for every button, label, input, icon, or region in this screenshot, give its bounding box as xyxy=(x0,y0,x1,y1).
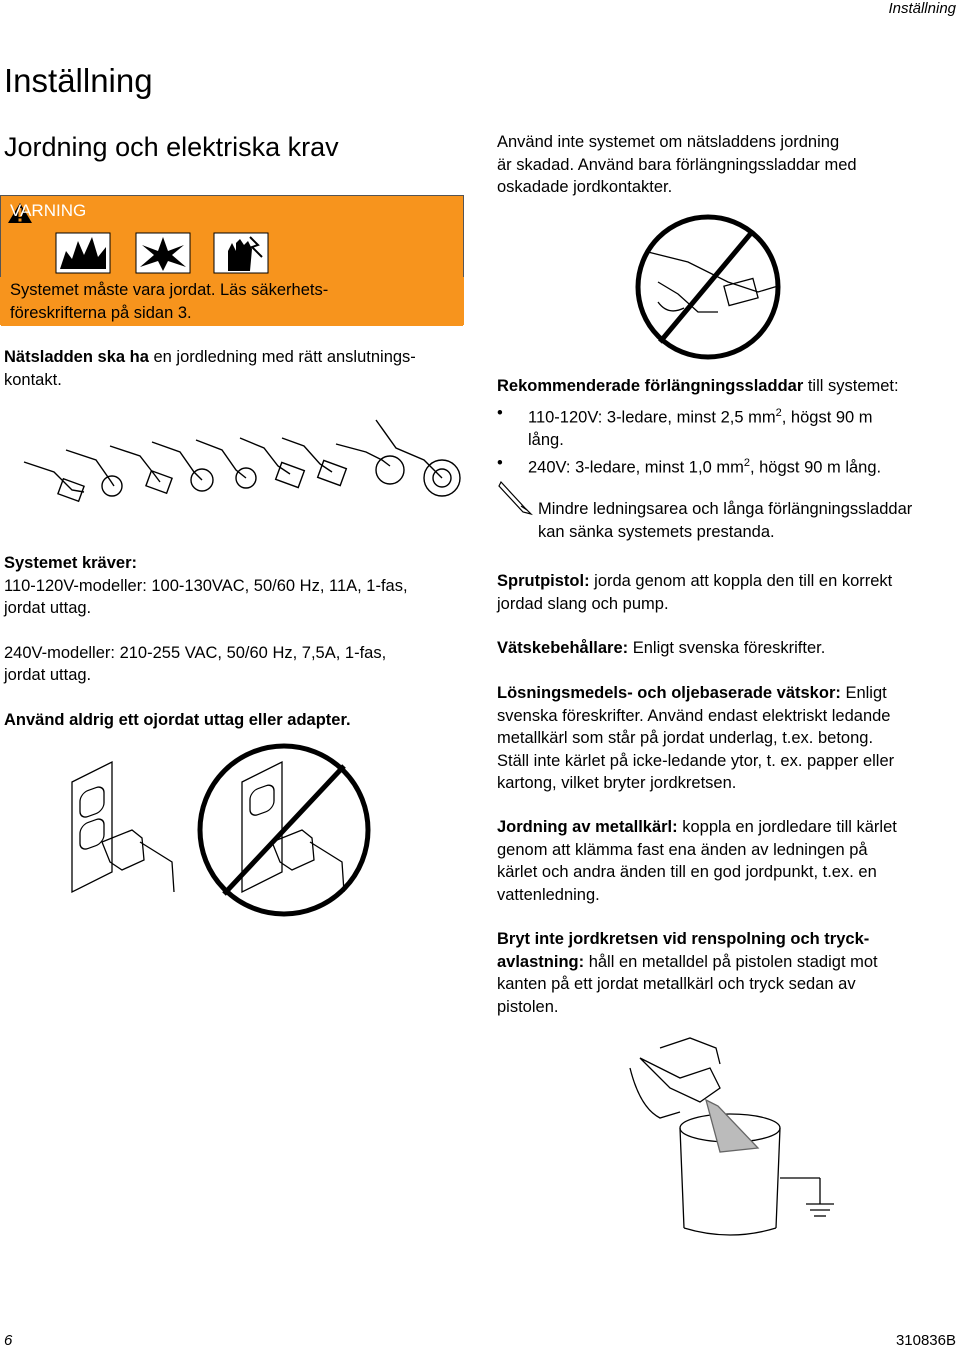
extension-bullet-1: • 110-120V: 3-ledare, minst 2,5 $mm^2$, högst 90 m lång. xyxy=(497,404,873,449)
pail-grounding-illustration xyxy=(620,1028,850,1238)
extension-bullet-2: • 240V: 3-ledare, minst 1,0 $mm^2$, högst 90 m lång. xyxy=(497,454,882,477)
solvent-fluids: Lösningsmedels- och oljebaserade vätskor: Enligt svenska föreskrifter. Använd endast elektriskt ledande metallkärl som står på jordat underlag, t.ex. betong. Ställ inte kärlet på icke-ledande ytor, t. ex. papper eller kartong, vilket bryter jordkretsen. xyxy=(497,684,895,792)
pencil-note-icon xyxy=(497,478,533,518)
section-title: Jordning och elektriska krav xyxy=(4,132,339,162)
warning-label: VARNING xyxy=(10,201,87,220)
page-number: 6 xyxy=(4,1332,13,1349)
running-header: Inställning xyxy=(888,0,956,17)
damaged-cord-note: Använd inte systemet om nätsladdens jordning är skadad. Använd bara förlängningssladdar med oskadade jordkontakter. xyxy=(497,133,857,196)
metal-pail-grounding: Jordning av metallkärl: koppla en jordledare till kärlet genom att klämma fast ena änden av ledningen på kärlet och andra änden till en god jordpunkt, t.ex. en vattenledning. xyxy=(497,818,897,904)
cord-requirement: Nätsladden ska ha en jordledning med rätt anslutnings- kontakt. xyxy=(4,348,416,389)
damaged-cord-illustration xyxy=(618,212,798,362)
fire-hazard-icon xyxy=(56,233,110,273)
system-requirements: Systemet kräver: 110-120V-modeller: 100-130VAC, 50/60 Hz, 11A, 1-fas, jordat uttag. 240V-modeller: 210-255 VAC, 50/60 Hz, 7,5A, 1-fas, jordat uttag. Använd aldrig ett ojordat uttag eller adapter. xyxy=(4,554,408,729)
fluid-container: Vätskebehållare: Enligt svenska föreskrifter. xyxy=(497,639,826,657)
explosion-hazard-icon xyxy=(136,233,190,273)
extension-cords: Rekommenderade förlängningssladdar till systemet: xyxy=(497,377,899,395)
plug-types-illustration xyxy=(14,412,464,512)
spray-gun-grounding: Sprutpistol: jorda genom att koppla den till en korrekt jordad slang och pump. xyxy=(497,572,893,613)
page-title: Inställning xyxy=(4,62,153,99)
outlet-illustration xyxy=(62,742,352,932)
electric-shock-icon xyxy=(214,233,268,273)
flushing-grounding: Bryt inte jordkretsen vid renspolning och tryck- avlastning: håll en metalldel på pistolen stadigt mot kanten på ett jordat metallkärl och tryck sedan av pistolen. xyxy=(497,930,878,1016)
document-number: 310836B xyxy=(895,1332,956,1349)
performance-note: Mindre ledningsarea och långa förlängningssladdar kan sänka systemets prestanda. xyxy=(538,500,913,541)
warning-text: Systemet måste vara jordat. Läs säkerhets- föreskrifterna på sidan 3. xyxy=(10,281,329,322)
